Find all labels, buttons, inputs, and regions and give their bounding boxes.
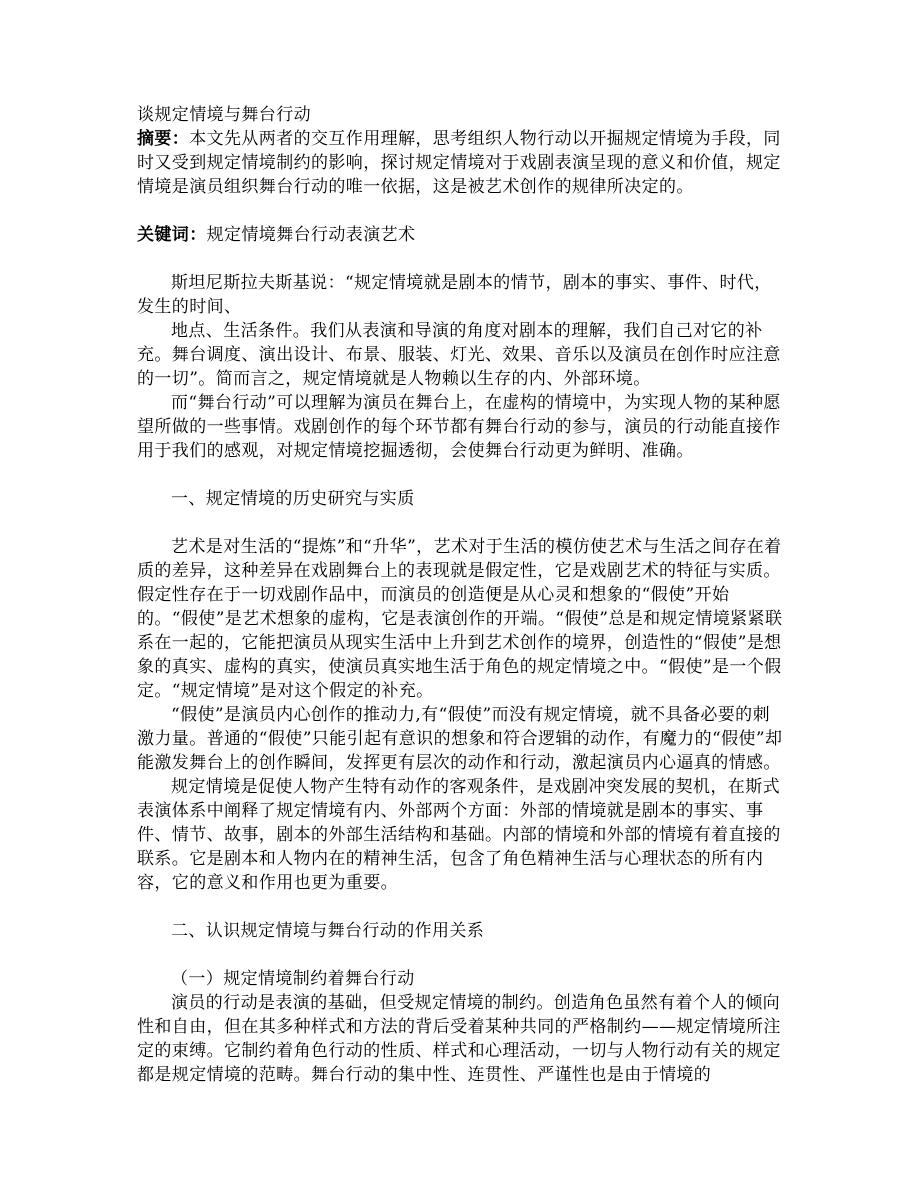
section-1-heading: 一、规定情境的历史研究与实质: [171, 489, 415, 509]
section-2-paragraph-1: 演员的行动是表演的基础，但受规定情境的制约。创造角色虽然有着个人的倾向性和自由，但在其多种样式和方法的背后受着某种共同的严格制约——规定情境所注定的束缚。它制约着角色行动的性质、样式和心理活动，一切与人物行动有关的规定都是规定情境的范畴。舞台行动的集中性、连贯性、严谨性也是由于情境的: [137, 993, 781, 1085]
keywords-text: 规定情境舞台行动表演艺术: [206, 225, 416, 245]
keywords: [137, 223, 787, 247]
document-body: [137, 103, 787, 1087]
intro-paragraph-1-line1: 斯坦尼斯拉夫斯基说：“规定情境就是剧本的情节，剧本的事实、事件、时代，发生的时间、: [137, 273, 772, 317]
intro-paragraph-2: 而“舞台行动”可以理解为演员在舞台上，在虚构的情境中，为实现人物的某种愿望所做的一些事情。戏剧创作的每个环节都有舞台行动的参与，演员的行动能直接作用于我们的感观，对规定情境挖掘透彻，会使舞台行动更为鲜明、准确。: [137, 393, 781, 461]
abstract-label: 摘要：: [137, 129, 190, 149]
intro-paragraph-1-line2: 地点、生活条件。我们从表演和导演的角度对剧本的理解，我们自己对它的补充。舞台调度、演出设计、布景、服装、灯光、效果、音乐以及演员在创作时应注意的一切”。简而言之，规定情境就是人物赖以生存的内、外部环境。: [137, 321, 781, 389]
keywords-label: 关键词：: [137, 225, 207, 245]
section-2-heading: 二、认识规定情境与舞台行动的作用关系: [171, 921, 485, 941]
abstract-text: 本文先从两者的交互作用理解，思考组织人物行动以开掘规定情境为手段，同时又受到规定情境制约的影响，探讨规定情境对于戏剧表演呈现的意义和价值，规定情境是演员组织舞台行动的唯一依据，这是被艺术创作的规律所决定的。: [137, 129, 781, 197]
section-1-paragraph-3: 规定情境是促使人物产生特有动作的客观条件，是戏剧冲突发展的契机，在斯式表演体系中阐释了规定情境有内、外部两个方面：外部的情境就是剧本的事实、事件、情节、故事，剧本的外部生活结构和基础。内部的情境和外部的情境有着直接的联系。它是剧本和人物内在的精神生活，包含了角色精神生活与心理状态的所有内容，它的意义和作用也更为重要。: [137, 777, 781, 893]
section-2-subheading: （一）规定情境制约着舞台行动: [171, 969, 415, 989]
abstract: [137, 127, 787, 199]
document-title: 谈规定情境与舞台行动: [137, 105, 311, 125]
section-1-paragraph-2: “假使”是演员内心创作的推动力,有“假使”而没有规定情境，就不具备必要的刺激力量。普通的“假使”只能引起有意识的想象和符合逻辑的动作，有魔力的“假使”却能激发舞台上的创作瞬间，发挥更有层次的动作和行动，激起演员内心逼真的情感。: [137, 705, 783, 773]
section-1-paragraph-1: 艺术是对生活的“提炼”和“升华”，艺术对于生活的模仿使艺术与生活之间存在着质的差异，这种差异在戏剧舞台上的表现就是假定性，它是戏剧艺术的特征与实质。假定性存在于一切戏剧作品中，而演员的创造便是从心灵和想象的“假使”开始的。“假使”是艺术想象的虚构，它是表演创作的开端。“假使”总是和规定情境紧紧联系在一起的，它能把演员从现实生活中上升到艺术创作的境界，创造性的“假使”是想象的真实、虚构的真实，使演员真实地生活于角色的规定情境之中。“假使”是一个假定。“规定情境”是对这个假定的补充。: [137, 537, 783, 701]
